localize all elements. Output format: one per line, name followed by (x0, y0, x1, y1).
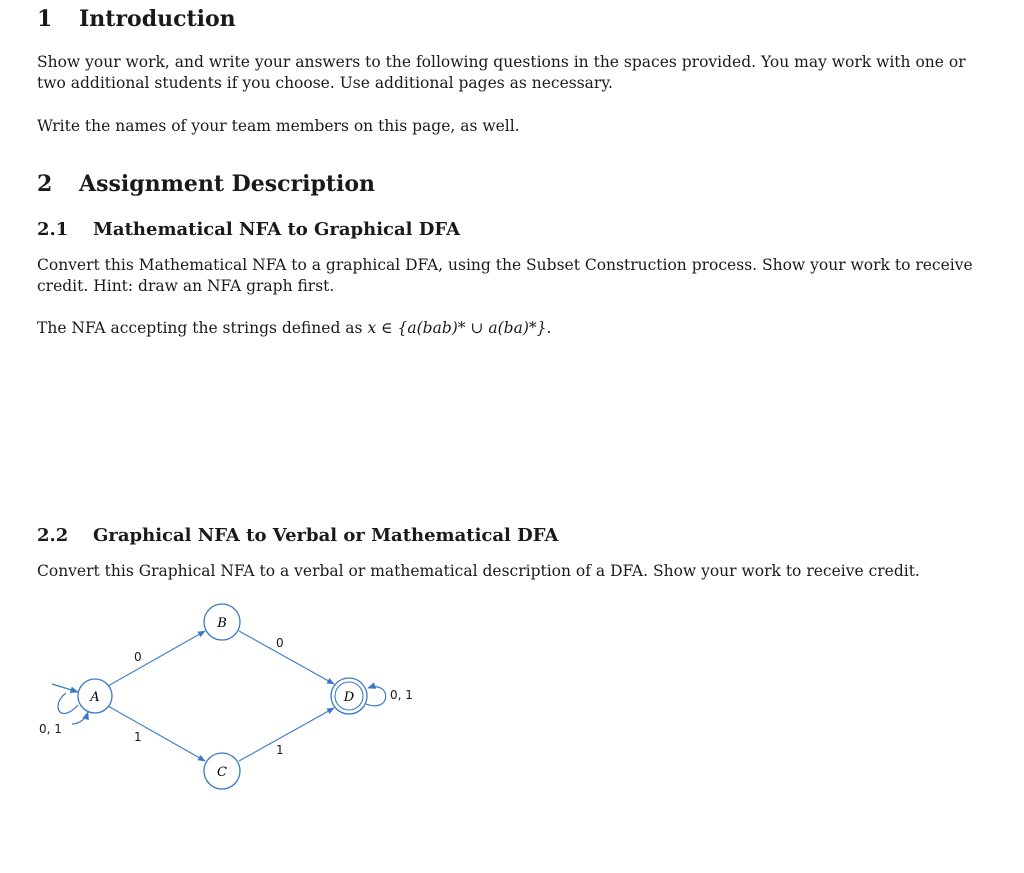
edge-a-self-loop (58, 693, 78, 713)
start-arrow (52, 684, 78, 692)
team-members-paragraph: Write the names of your team members on this page, as well. (37, 117, 520, 135)
edge-a-self-loop-head (72, 712, 88, 724)
label-a-to-c: 1 (134, 730, 142, 744)
label-a-self: 0, 1 (39, 722, 62, 736)
label-c-to-d: 1 (276, 743, 284, 757)
edge-b-to-d (239, 631, 334, 684)
nfa-definition-suffix: . (546, 319, 552, 337)
subsection-number: 2.2 (37, 525, 69, 546)
section-title: Assignment Description (79, 171, 376, 197)
intro-paragraph: Show your work, and write your answers to the following questions in the spaces provided. You may work with one or two additional students if you choose. Use additional pages as necessary. (37, 53, 966, 92)
subset-construction-paragraph: Convert this Mathematical NFA to a graphical DFA, using the Subset Construction process. Show your work to receive credit. Hint: draw an NFA graph first. (37, 256, 973, 295)
section-title: Introduction (79, 6, 236, 32)
subsection-title: Mathematical NFA to Graphical DFA (93, 219, 461, 240)
state-d-label: D (343, 690, 355, 705)
graphical-nfa-paragraph: Convert this Graphical NFA to a verbal or mathematical description of a DFA. Show your work to receive credit. (37, 562, 920, 580)
edge-a-to-b (108, 631, 205, 686)
section-number: 2 (37, 171, 53, 197)
section-number: 1 (37, 6, 53, 32)
state-a-label: A (90, 690, 100, 705)
state-a (78, 679, 112, 713)
state-b (204, 604, 240, 640)
nfa-definition-prefix: The NFA accepting the strings defined as (37, 319, 368, 337)
subsection-title: Graphical NFA to Verbal or Mathematical DFA (93, 525, 559, 546)
label-d-self: 0, 1 (390, 688, 413, 702)
state-d-accepting (331, 678, 367, 714)
state-b-label: B (217, 616, 227, 631)
label-a-to-b: 0 (134, 650, 142, 664)
state-c-label: C (217, 765, 227, 780)
edge-a-to-c (108, 706, 205, 761)
subsection-number: 2.1 (37, 219, 69, 240)
nfa-language-expression: x ∈ {a(bab)* ∪ a(ba)*} (367, 319, 547, 337)
state-c (204, 753, 240, 789)
edge-c-to-d (239, 708, 334, 761)
label-b-to-d: 0 (276, 636, 284, 650)
edge-d-self-loop (366, 687, 386, 706)
